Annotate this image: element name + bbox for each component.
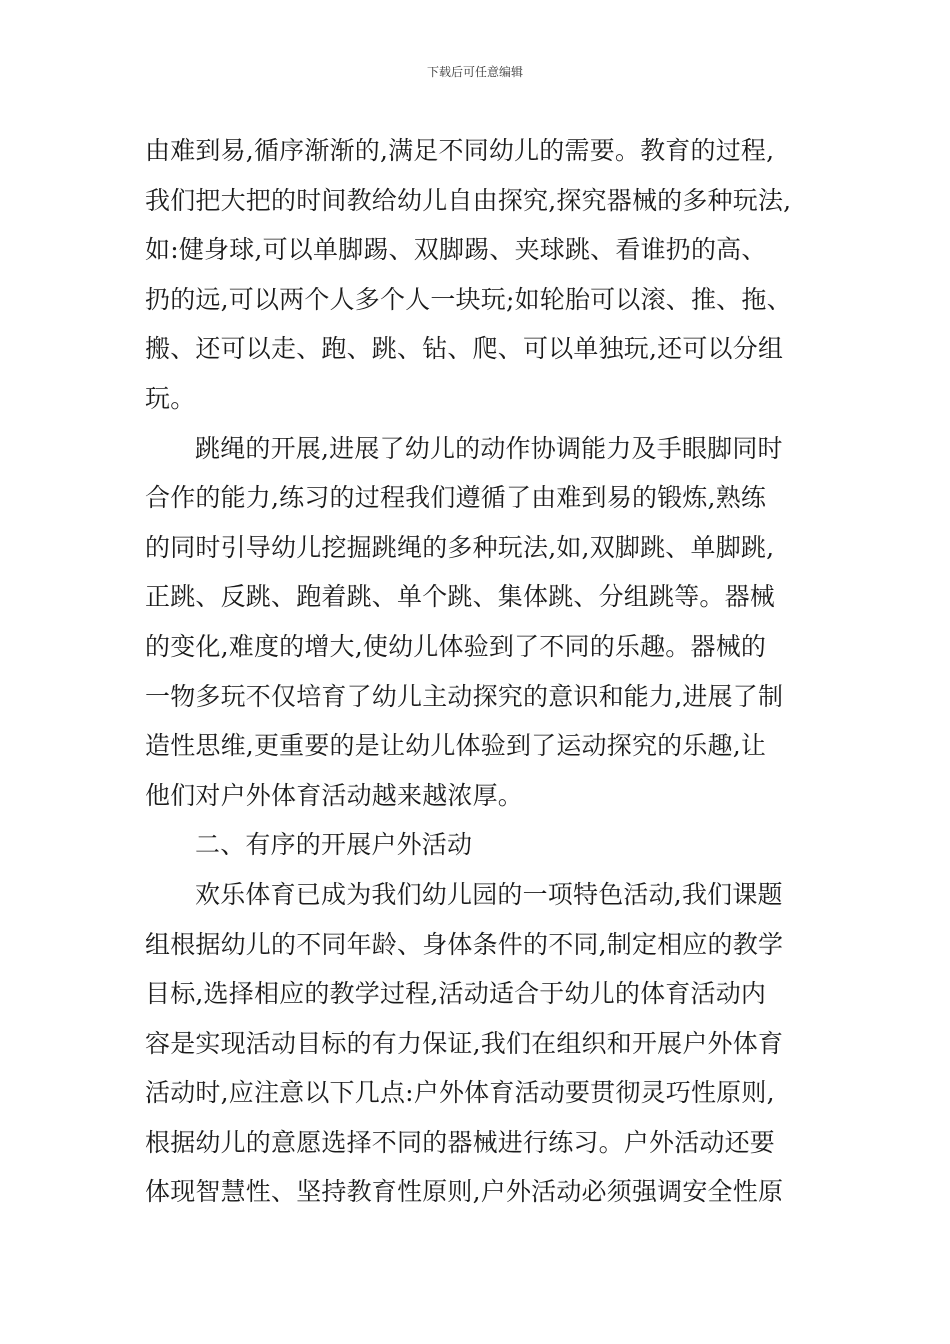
text-line: 搬、还可以走、跑、跳、钻、爬、可以单独玩,还可以分组 [145, 334, 784, 364]
text-line: 的同时引导幼儿挖掘跳绳的多种玩法,如,双脚跳、单脚跳, [145, 532, 775, 562]
text-line: 我们把大把的时间教给幼儿自由探究,探究器械的多种玩法, [145, 185, 792, 215]
page-header-note: 下载后可任意编辑 [426, 65, 523, 79]
text-line: 目标,选择相应的教学过程,活动适合于幼儿的体育活动内 [145, 979, 767, 1009]
text-line: 正跳、反跳、跑着跳、单个跳、集体跳、分组跳等。器械 [145, 582, 776, 612]
text-line: 由难到易,循序渐渐的,满足不同幼儿的需要。教育的过程, [145, 136, 775, 165]
paragraph-start-line: 欢乐体育已成为我们幼儿园的一项特色活动,我们课题 [195, 879, 783, 909]
text-line: 如:健身球,可以单脚踢、双脚踢、夹球跳、看谁扔的高、 [145, 235, 767, 265]
text-line: 体现智慧性、坚持教育性原则,户外活动必须强调安全性原 [145, 1177, 784, 1207]
text-line: 合作的能力,练习的过程我们遵循了由难到易的锻炼,熟练 [145, 483, 767, 513]
section-heading: 二、有序的开展户外活动 [195, 830, 473, 860]
text-line: 扔的远,可以两个人多个人一块玩;如轮胎可以滚、推、拖、 [145, 284, 792, 314]
text-line: 的变化,难度的增大,使幼儿体验到了不同的乐趣。器械的 [145, 631, 767, 661]
text-line: 活动时,应注意以下几点:户外体育活动要贯彻灵巧性原则, [145, 1078, 775, 1108]
text-line: 一物多玩不仅培育了幼儿主动探究的意识和能力,进展了制 [145, 681, 784, 711]
text-line: 玩。 [145, 383, 196, 413]
text-line: 组根据幼儿的不同年龄、身体条件的不同,制定相应的教学 [145, 929, 784, 959]
paragraph-start-line: 跳绳的开展,进展了幼儿的动作协调能力及手眼脚同时 [195, 433, 783, 463]
text-line: 根据幼儿的意愿选择不同的器械进行练习。户外活动还要 [145, 1127, 776, 1157]
text-line: 他们对户外体育活动越来越浓厚。 [145, 780, 524, 810]
text-line: 造性思维,更重要的是让幼儿体验到了运动探究的乐趣,让 [145, 731, 767, 761]
text-line: 容是实现活动目标的有力保证,我们在组织和开展户外体育 [145, 1028, 784, 1058]
document-body [145, 126, 835, 1217]
